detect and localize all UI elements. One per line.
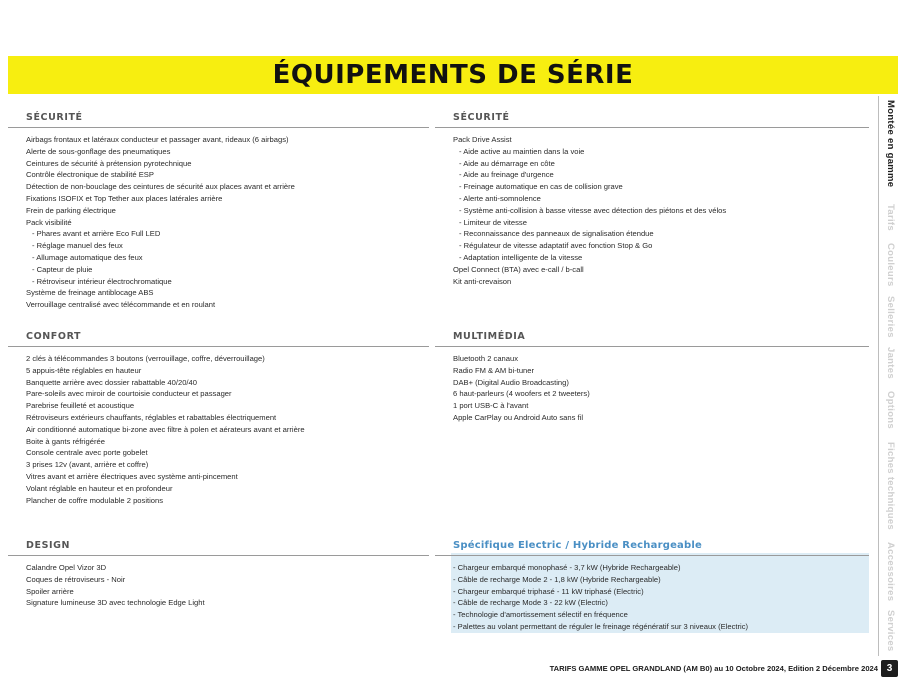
list-item: Frein de parking électrique: [26, 205, 116, 215]
list-item: Volant réglable en hauteur et en profondeur: [26, 483, 173, 493]
list-item: Détection de non-bouclage des ceintures de sécurité aux places avant et arrière: [26, 182, 295, 192]
list-item: - Alerte anti-somnolence: [459, 193, 541, 203]
list-item: - Câble de recharge Mode 3 - 22 kW (Electric): [453, 598, 608, 608]
item-list: [8, 347, 429, 506]
list-item: Airbags frontaux et latéraux conducteur et passager avant, rideaux (6 airbags): [26, 135, 289, 144]
list-item: 3 prises 12v (avant, arrière et coffre): [26, 460, 149, 470]
list-item: - Chargeur embarqué monophasé - 3,7 kW (Hybride Rechargeable): [453, 563, 681, 572]
list-item: Pare-soleils avec miroir de courtoisie conducteur et passager: [26, 389, 232, 399]
list-item: - Chargeur embarqué triphasé - 11 kW triphasé (Electric): [453, 586, 644, 596]
section-securite-left: [8, 110, 429, 311]
item-list: [435, 556, 869, 633]
section-design: [8, 538, 429, 609]
side-nav-selleries[interactable]: Selleries: [885, 296, 896, 338]
list-item: Coques de rétroviseurs - Noir: [26, 574, 126, 584]
footer-text: TARIFS GAMME OPEL GRANDLAND (AM B0) au 10 Octobre 2024, Edition 2 Décembre 2024: [549, 664, 878, 673]
list-item: - Câble de recharge Mode 2 - 1,8 kW (Hybride Rechargeable): [453, 574, 661, 584]
item-list: [8, 556, 429, 609]
title-banner: [8, 56, 898, 94]
list-item: - Limiteur de vitesse: [459, 217, 527, 227]
list-item: - Régulateur de vitesse adaptatif avec fonction Stop & Go: [459, 241, 653, 251]
side-nav-services[interactable]: Services: [885, 610, 896, 652]
list-item: Rétroviseurs extérieurs chauffants, réglables et rabattables électriquement: [26, 412, 277, 422]
list-item: - Aide active au maintien dans la voie: [459, 146, 585, 156]
list-item: - Palettes au volant permettant de réguler le freinage régénératif sur 3 niveaux (Electric): [453, 621, 749, 631]
side-nav-options[interactable]: Options: [885, 391, 896, 429]
list-item: Signature lumineuse 3D avec technologie Edge Light: [26, 598, 205, 608]
page-title: ÉQUIPEMENTS DE SÉRIE: [272, 60, 634, 90]
list-item: 5 appuis-tête réglables en hauteur: [26, 365, 142, 375]
list-item: - Freinage automatique en cas de collision grave: [459, 182, 623, 192]
side-nav-jantes[interactable]: Jantes: [885, 347, 896, 379]
list-item: Alerte de sous-gonflage des pneumatiques: [26, 146, 171, 156]
list-item: - Rétroviseur intérieur électrochromatique: [32, 276, 172, 286]
list-item: Air conditionné automatique bi-zone avec filtre à polen et aérateurs avant et arrière: [26, 424, 305, 434]
section-electric: [435, 538, 869, 633]
item-list: [8, 128, 429, 311]
list-item: Apple CarPlay ou Android Auto sans fil: [453, 412, 584, 422]
list-item: Contrôle électronique de stabilité ESP: [26, 170, 154, 180]
list-item: Kit anti-crevaison: [453, 276, 512, 286]
list-item: Ceintures de sécurité à prétension pyrotechnique: [26, 158, 192, 168]
section-heading: SÉCURITÉ: [8, 110, 429, 128]
list-item: - Adaptation intelligente de la vitesse: [459, 252, 583, 262]
list-item: Boite à gants réfrigérée: [26, 436, 105, 446]
section-multimedia: [435, 329, 869, 424]
section-confort: [8, 329, 429, 506]
list-item: Bluetooth 2 canaux: [453, 354, 519, 363]
list-item: - Phares avant et arrière Eco Full LED: [32, 229, 161, 239]
list-item: Vitres avant et arrière électriques avec système anti-pincement: [26, 471, 238, 481]
section-heading: MULTIMÉDIA: [435, 329, 869, 347]
list-item: - Réglage manuel des feux: [32, 241, 123, 251]
list-item: Spoiler arrière: [26, 586, 74, 596]
section-securite-right: [435, 110, 869, 287]
section-heading: CONFORT: [8, 329, 429, 347]
list-item: Parebrise feuilleté et acoustique: [26, 401, 135, 411]
list-item: Calandre Opel Vizor 3D: [26, 563, 107, 572]
list-item: Opel Connect (BTA) avec e-call / b-call: [453, 264, 584, 274]
side-nav-accessoires[interactable]: Accessoires: [885, 542, 896, 602]
list-item: Radio FM & AM bi-tuner: [453, 365, 535, 375]
list-item: DAB+ (Digital Audio Broadcasting): [453, 377, 569, 387]
section-heading: DESIGN: [8, 538, 429, 556]
list-item: - Capteur de pluie: [32, 264, 93, 274]
side-nav-montee-en-gamme[interactable]: Montée en gamme: [885, 100, 896, 188]
list-item: Fixations ISOFIX et Top Tether aux places latérales arrière: [26, 193, 223, 203]
list-item: - Aide au démarrage en côte: [459, 158, 555, 168]
list-item: - Reconnaissance des panneaux de signalisation étendue: [459, 229, 654, 239]
list-item: - Technologie d'amortissement sélectif en fréquence: [453, 610, 628, 620]
section-heading: Spécifique Electric / Hybride Rechargeable: [435, 538, 869, 556]
list-item: 2 clés à télécommandes 3 boutons (verrouillage, coffre, déverrouillage): [26, 354, 265, 363]
list-item: Pack visibilité: [26, 217, 72, 227]
list-item: Pack Drive Assist: [453, 135, 512, 144]
list-item: - Aide au freinage d'urgence: [459, 170, 554, 180]
item-list: [435, 347, 869, 424]
side-nav-fiches-techniques[interactable]: Fiches techniques: [885, 442, 896, 530]
side-nav-couleurs[interactable]: Couleurs: [885, 243, 896, 287]
list-item: Verrouillage centralisé avec télécommande et en roulant: [26, 300, 216, 310]
list-item: Système de freinage antiblocage ABS: [26, 288, 154, 298]
list-item: 1 port USB-C à l'avant: [453, 401, 529, 411]
item-list: [435, 128, 869, 287]
list-item: - Allumage automatique des feux: [32, 252, 143, 262]
section-heading: SÉCURITÉ: [435, 110, 869, 128]
side-nav-tarifs[interactable]: Tarifs: [885, 204, 896, 231]
list-item: 6 haut-parleurs (4 woofers et 2 tweeters): [453, 389, 590, 399]
page-number: 3: [881, 660, 898, 677]
list-item: Console centrale avec porte gobelet: [26, 448, 148, 458]
list-item: Banquette arrière avec dossier rabattable 40/20/40: [26, 377, 197, 387]
side-nav: [878, 96, 906, 656]
list-item: - Système anti-collision à basse vitesse avec détection des piétons et des vélos: [459, 205, 727, 215]
list-item: Plancher de coffre modulable 2 positions: [26, 495, 164, 505]
